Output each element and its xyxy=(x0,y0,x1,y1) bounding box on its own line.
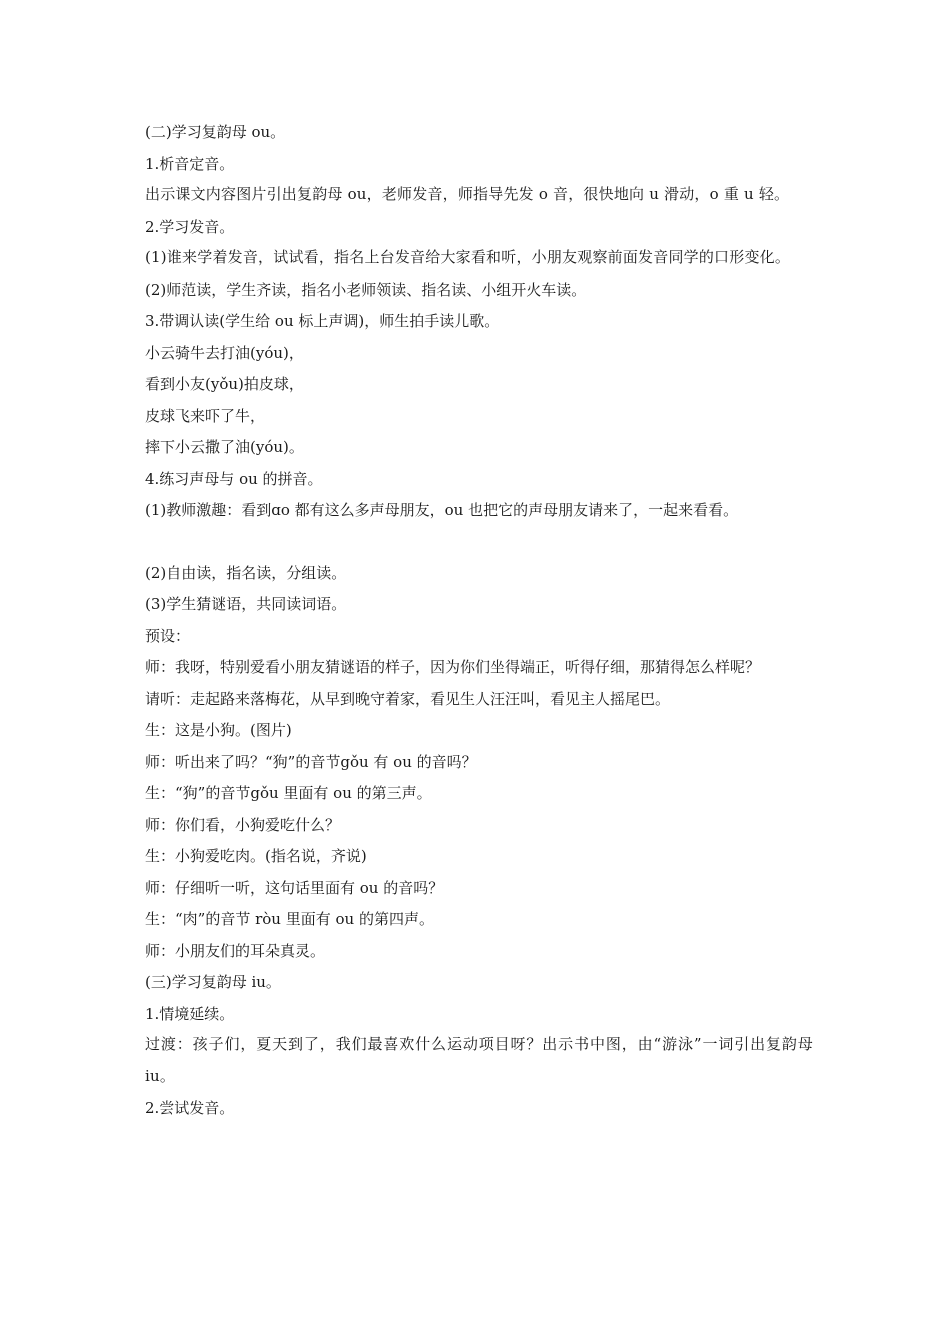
poem-line: 小云骑牛去打油(yóu)， xyxy=(145,343,304,362)
section-heading-ou: (二)学习复韵母 ou。 xyxy=(145,123,286,141)
dialogue-line: 师：仔细听一听，这句话里面有 ou 的音吗？ xyxy=(145,878,444,897)
dialogue-line: 师：小朋友们的耳朵真灵。 xyxy=(145,941,326,960)
dialogue-line: 生：“狗”的音节gǒu 里面有 ou 的第三声。 xyxy=(145,784,432,802)
paragraph: 出示课文内容图片引出复韵母 ou，老师发音，师指导先发 o 音，很快地向 u 滑动，o 重 u 轻。 xyxy=(145,185,790,204)
paragraph: (2)自由读，指名读，分组读。 xyxy=(145,563,347,582)
paragraph: (1)谁来学着发音，试试看，指名上台发音给大家看和听，小朋友观察前面发音同学的口形变化。 xyxy=(145,248,791,267)
step-heading: 2.尝试发音。 xyxy=(145,1099,235,1117)
paragraph: (1)教师激趣：看到ɑo 都有这么多声母朋友，ou 也把它的声母朋友请来了，一起来看看。 xyxy=(145,501,739,519)
dialogue-line: 师：你们看，小狗爱吃什么？ xyxy=(145,815,341,834)
step-heading: 4.练习声母与 ou 的拼音。 xyxy=(145,469,323,488)
section-heading-iu: (三)学习复韵母 iu。 xyxy=(145,973,281,991)
document-page xyxy=(145,122,813,1130)
step-heading: 3.带调认读(学生给 ou 标上声调)，师生拍手读儿歌。 xyxy=(145,312,500,330)
step-heading: 1.析音定音。 xyxy=(145,154,235,173)
poem-line: 摔下小云撒了油(yóu)。 xyxy=(145,438,304,456)
blank-gap xyxy=(145,532,813,563)
dialogue-line: 师：我呀，特别爱看小朋友猜谜语的样子，因为你们坐得端正，听得仔细，那猜得怎么样呢？ xyxy=(145,658,761,676)
dialogue-line: 请听：走起路来落梅花，从早到晚守着家，看见生人汪汪叫，看见主人摇尾巴。 xyxy=(145,689,671,708)
step-heading: 2.学习发音。 xyxy=(145,217,235,236)
paragraph: (3)学生猜谜语，共同读词语。 xyxy=(145,595,347,613)
dialogue-line: 生：“肉”的音节 ròu 里面有 ou 的第四声。 xyxy=(145,910,434,928)
dialogue-line: 生：这是小狗。(图片) xyxy=(145,721,292,739)
step-heading: 1.情境延续。 xyxy=(145,1004,235,1023)
dialogue-line: 生：小狗爱吃肉。(指名说，齐说) xyxy=(145,847,367,865)
poem-line: 皮球飞来吓了牛， xyxy=(145,406,266,425)
label: 预设： xyxy=(145,626,191,645)
paragraph: (2)师范读，学生齐读，指名小老师领读、指名读、小组开火车读。 xyxy=(145,280,587,299)
poem-line: 看到小友(yǒu)拍皮球， xyxy=(145,375,304,393)
paragraph: 过渡：孩子们，夏天到了，我们最喜欢什么运动项目呀？出示书中图，由“游泳”一词引出复韵母 iu。 xyxy=(145,1035,813,1085)
dialogue-line: 师：听出来了吗？“狗”的音节gǒu 有 ou 的音吗？ xyxy=(145,752,477,771)
